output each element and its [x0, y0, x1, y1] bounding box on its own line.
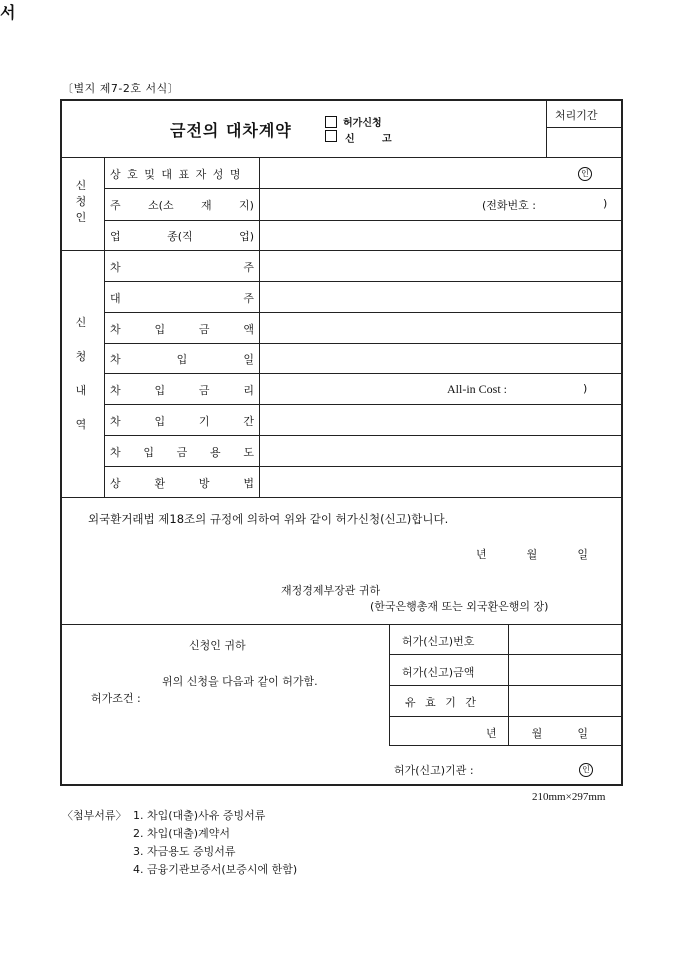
title-prefix: 금전의 대차계약	[170, 121, 292, 140]
declaration-recipient: 재정경제부장관 귀하	[281, 584, 381, 597]
title-option-report-1: 신	[345, 134, 355, 145]
detail-loan-amount-field[interactable]	[261, 314, 621, 342]
detail-lender-field[interactable]	[261, 283, 621, 311]
applicant-name-field[interactable]	[261, 159, 621, 187]
validity-period-field[interactable]	[510, 687, 621, 715]
phone-close: )	[603, 197, 608, 210]
applicant-address-field[interactable]	[261, 190, 479, 219]
attachments-heading: 〈첨부서류〉	[62, 809, 127, 822]
permit-amount-field[interactable]	[510, 656, 621, 684]
all-in-cost-close: )	[583, 382, 588, 395]
declaration-date: 년 월 일	[476, 548, 588, 561]
detail-loan-period-field[interactable]	[261, 406, 621, 434]
attachment-item: 4. 금융기관보증서(보증시에 한함)	[133, 863, 298, 876]
title-checkbox-permit[interactable]	[325, 116, 337, 128]
applicant-business-label: 업 종(직 업)	[110, 230, 254, 243]
title-option-report-2: 고	[382, 134, 392, 145]
attachment-item: 2. 차입(대출)계약서	[133, 827, 230, 840]
applicant-name-label: 상 호 및 대 표 자 성 명	[110, 168, 242, 181]
detail-borrower-field[interactable]	[261, 252, 621, 280]
detail-lender-label: 대 주	[110, 292, 254, 305]
approval-date: 년 월 일	[486, 727, 588, 740]
detail-loan-amount-label: 차 입 금 액	[110, 323, 254, 336]
declaration-text: 외국환거래법 제18조의 규정에 의하여 위와 같이 허가신청(신고)합니다.	[88, 512, 449, 526]
applicant-address-label: 주 소(소 재 지)	[110, 199, 254, 212]
detail-interest-label: 차 입 금 리	[110, 384, 254, 397]
detail-repayment-label: 상 환 방 법	[110, 477, 254, 490]
declaration-recipient-sub: (한국은행총재 또는 외국환은행의 장)	[370, 600, 549, 613]
permit-number-label: 허가(신고)번호	[402, 635, 475, 648]
title-checkbox-report[interactable]	[325, 130, 337, 142]
paper-size: 210mm×297mm	[532, 791, 606, 803]
permit-amount-label: 허가(신고)금액	[402, 666, 475, 679]
approval-applicant-honorific: 신청인 귀하	[189, 639, 246, 652]
permit-number-field[interactable]	[510, 626, 621, 653]
detail-loan-date-field[interactable]	[261, 345, 621, 372]
detail-interest-field[interactable]	[261, 375, 621, 403]
authority-seal-stamp: 인	[579, 763, 593, 777]
title-option-permit: 허가신청	[343, 118, 382, 129]
all-in-cost-label: All-in Cost :	[447, 382, 508, 396]
detail-repayment-field[interactable]	[261, 468, 621, 496]
approval-authority-label: 허가(신고)기관 :	[394, 764, 474, 777]
processing-period-label: 처리기간	[555, 109, 598, 122]
detail-loan-period-label: 차 입 기 간	[110, 415, 254, 428]
phone-label: (전화번호 :	[482, 199, 536, 212]
details-section-label: 신 청 내 역	[75, 316, 87, 431]
applicant-section-label: 신 청 인	[75, 179, 87, 224]
attachment-item: 3. 자금용도 증빙서류	[133, 845, 236, 858]
form-title	[170, 118, 292, 141]
title-suffix: 서	[0, 3, 16, 22]
detail-borrower-label: 차 주	[110, 261, 254, 274]
detail-loan-date-label: 차 입 일	[110, 353, 254, 366]
approval-conditions-label: 허가조건 :	[91, 692, 141, 705]
seal-stamp: 인	[578, 167, 592, 181]
detail-loan-use-label: 차 입 금 용 도	[110, 446, 254, 459]
detail-loan-use-field[interactable]	[261, 437, 621, 465]
attachment-item: 1. 차입(대출)사유 증빙서류	[133, 809, 266, 822]
approval-text: 위의 신청을 다음과 같이 허가함.	[162, 675, 318, 688]
applicant-business-field[interactable]	[261, 222, 621, 249]
form-label: 〔별지 제7-2호 서식〕	[62, 82, 180, 95]
validity-period-label: 유 효 기 간	[405, 696, 479, 709]
